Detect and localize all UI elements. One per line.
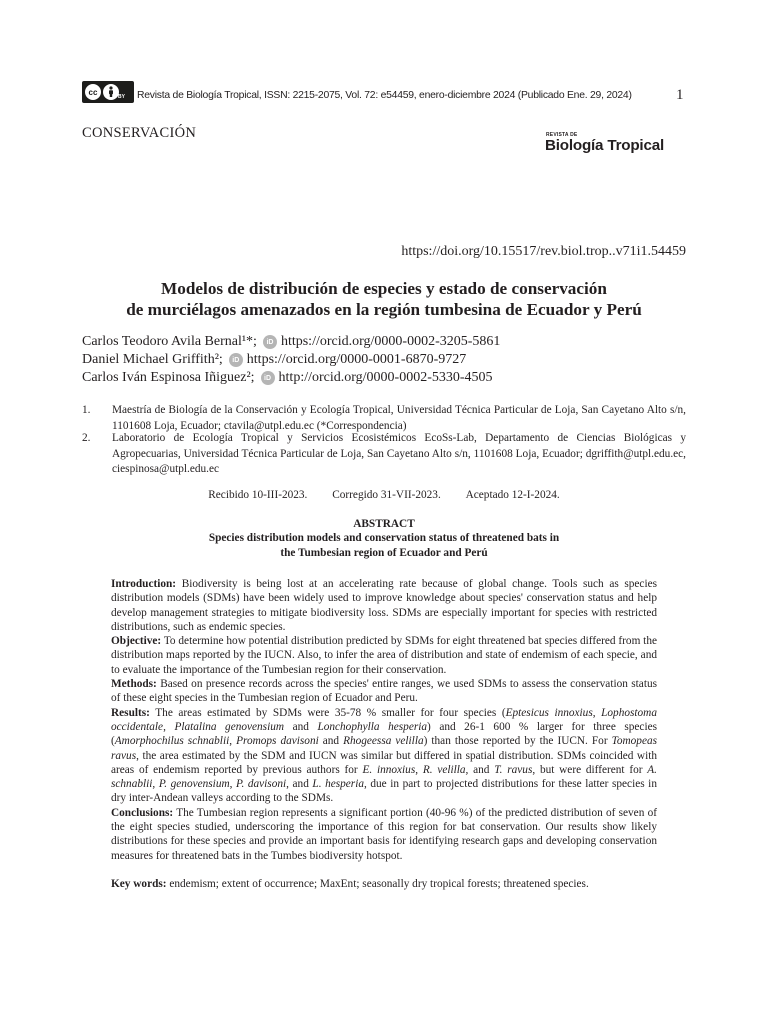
abstract-subtitle-line-2: the Tumbesian region of Ecuador and Perú [280, 547, 488, 559]
objective-label: Objective: [111, 635, 162, 648]
methods-text: Based on presence records across the species' entire ranges, we used SDMs to assess the conservation status of these eight species in the Tumbesian region of Ecuador and Peru. [111, 678, 658, 705]
results-text: , but were different for [532, 763, 648, 776]
journal-logo-prefix: REVISTA DE [546, 132, 578, 138]
results-text: , and [286, 778, 313, 791]
orcid-link[interactable]: https://orcid.org/0000-0002-3205-5861 [280, 334, 501, 349]
results-text: , [152, 778, 159, 791]
species-name: Lophostoma occidentale [111, 706, 657, 733]
affiliation-number: 2. [82, 432, 91, 444]
title-line-2: de murciélagos amenazados en la región tumbesina de Ecuador y Perú [126, 300, 642, 319]
orcid-link[interactable]: https://orcid.org/0000-0001-6870-9727 [246, 352, 467, 367]
results-label: Results: [111, 706, 150, 719]
objective-text: To determine how potential distribution predicted by SDMs for eight threatened bat species differed from the distribution maps reported by the IUCN. Also, to infer the area of distribution and state of endemism of each specie, and to evaluate the importance of the Tumbesian region for their conservation. [111, 635, 657, 676]
results-text: , [229, 735, 237, 748]
abstract-conclusions [111, 806, 657, 863]
affiliation-text: Maestría de Biología de la Conservación y Ecología Tropical, Universidad Técnica Particular de Loja, San Cayetano Alto s/n, 1101608 Loja, Ecuador; ctavila@utpl.edu.ec (*Correspondencia) [112, 404, 686, 432]
abstract-subtitle-line-1: Species distribution models and conservation status of threatened bats in [208, 532, 560, 544]
methods-label: Methods: [111, 678, 157, 691]
author-name: Carlos Iván Espinosa Iñiguez²; [82, 370, 255, 385]
species-name: Tomopeas ravus [111, 735, 658, 762]
date-corrected: Corregido 31-VII-2023. [332, 489, 441, 501]
species-name: Lonchophylla hesperia [317, 720, 428, 733]
conclusions-label: Conclusions: [111, 806, 174, 819]
affiliation-text: Laboratorio de Ecología Tropical y Servicios Ecosistémicos EcoSs-Lab, Departamento de Ciencias Biológicas y Agropecuarias, Universidad Técnica Particular de Loja, San Cayetano Alto s/n, 1101608 Loja, Ecuador; dgriffith@utpl.edu.ec, ciespinosa@utpl.edu.ec [112, 432, 686, 475]
orcid-icon: iD [261, 371, 275, 385]
species-name: L. hesperia [312, 778, 364, 791]
conclusions-text: The Tumbesian region represents a significant portion (40-96 %) of the predicted distribution of seven of the eight species studied, underscoring the importance of this region for bat conservation. Our results show likely distributions for these species and provide an important basis for identifying research gaps and developing conservation measures for threatened bats in the Tumbes biodiversity hotspot. [111, 806, 657, 862]
results-text: and [318, 735, 344, 748]
date-accepted: Aceptado 12-I-2024. [465, 489, 560, 501]
orcid-icon: iD [263, 335, 277, 349]
orcid-icon: iD [229, 353, 243, 367]
species-name: Rhogeessa velilla [343, 735, 424, 748]
abstract-methods [111, 677, 657, 706]
date-received: Recibido 10-III-2023. [208, 489, 308, 501]
orcid-link[interactable]: http://orcid.org/0000-0002-5330-4505 [278, 370, 493, 385]
creative-commons-icon: cc [85, 84, 101, 100]
species-name: Promops davisoni [236, 735, 319, 748]
author-3 [82, 370, 493, 386]
author-name: Daniel Michael Griffith²; [82, 352, 223, 367]
cc-license-badge[interactable] [82, 81, 134, 103]
results-text: , the area estimated by the SDM and IUCN was similar but differed in spatial distribution. SDMs coincided with areas of endemism reported by previous authors for [111, 749, 657, 776]
attribution-person-icon [103, 84, 119, 100]
abstract-results [111, 706, 657, 806]
results-text: and [284, 720, 318, 733]
abstract-body [111, 577, 657, 863]
abstract-heading: ABSTRACT [353, 518, 415, 530]
abstract-objective [111, 634, 657, 677]
results-text: ) and 26-1 600 % larger for three species ( [111, 720, 657, 748]
species-name: Eptesicus innoxius [505, 706, 593, 719]
title-line-1: Modelos de distribución de especies y estado de conservación [161, 279, 607, 298]
affiliation-number: 1. [82, 404, 91, 416]
results-text: , [592, 706, 602, 719]
page-number: 1 [676, 87, 684, 103]
results-text: The areas estimated by SDMs were 35-78 % smaller for four species ( [155, 706, 506, 719]
keywords-text: endemism; extent of occurrence; MaxEnt; seasonally dry tropical forests; threatened species. [169, 878, 589, 890]
species-name: E. innoxius [362, 763, 416, 776]
journal-citation-line: Revista de Biología Tropical, ISSN: 2215-2075, Vol. 72: e54459, enero-diciembre 2024 (Publicado Ene. 29, 2024) [137, 90, 632, 101]
keywords-label: Key words: [111, 878, 167, 890]
results-text: and [468, 763, 495, 776]
species-name: T. ravus [494, 763, 533, 776]
results-text: ) than those reported by the IUCN. For [423, 735, 612, 748]
journal-logo: Biología Tropical [545, 137, 664, 154]
introduction-label: Introduction: [111, 578, 177, 590]
species-name: P. davisoni [236, 778, 287, 791]
keywords [111, 877, 657, 891]
introduction-text: Biodiversity is being lost at an accelerating rate because of global change. Tools such as species distribution models (SDMs) have been widely used to improve knowledge about species' conservation status and help develop management strategies to mitigate biodiversity loss. SDMs are especially important for species with restricted distributions, such as endemic species. [111, 578, 657, 633]
author-2 [82, 352, 466, 368]
results-text: , [415, 763, 423, 776]
abstract-subtitle [82, 531, 686, 561]
species-name: R. velilla, [422, 763, 469, 776]
results-text: , due in part to projected distributions for these latter species in dry inter-Andean valleys according to the SDMs. [111, 778, 657, 805]
abstract-introduction [111, 577, 657, 634]
results-text: , [163, 720, 175, 733]
affiliation-1 [82, 403, 686, 434]
species-name: P. genovensium [158, 778, 230, 791]
results-text: , [229, 778, 237, 791]
cc-by-label: BY [118, 94, 125, 100]
author-1 [82, 334, 500, 350]
species-name: Amorphochilus schnablii [114, 735, 230, 748]
doi-link[interactable]: https://doi.org/10.15517/rev.biol.trop..v71i1.54459 [401, 244, 686, 259]
species-name: Platalina genovensium [174, 720, 285, 733]
article-dates [82, 489, 686, 501]
affiliation-2 [82, 431, 686, 478]
section-label: CONSERVACIÓN [82, 125, 197, 141]
species-name: A. schnablii [111, 763, 657, 791]
article-title [82, 278, 686, 320]
author-name: Carlos Teodoro Avila Bernal¹*; [82, 334, 257, 349]
